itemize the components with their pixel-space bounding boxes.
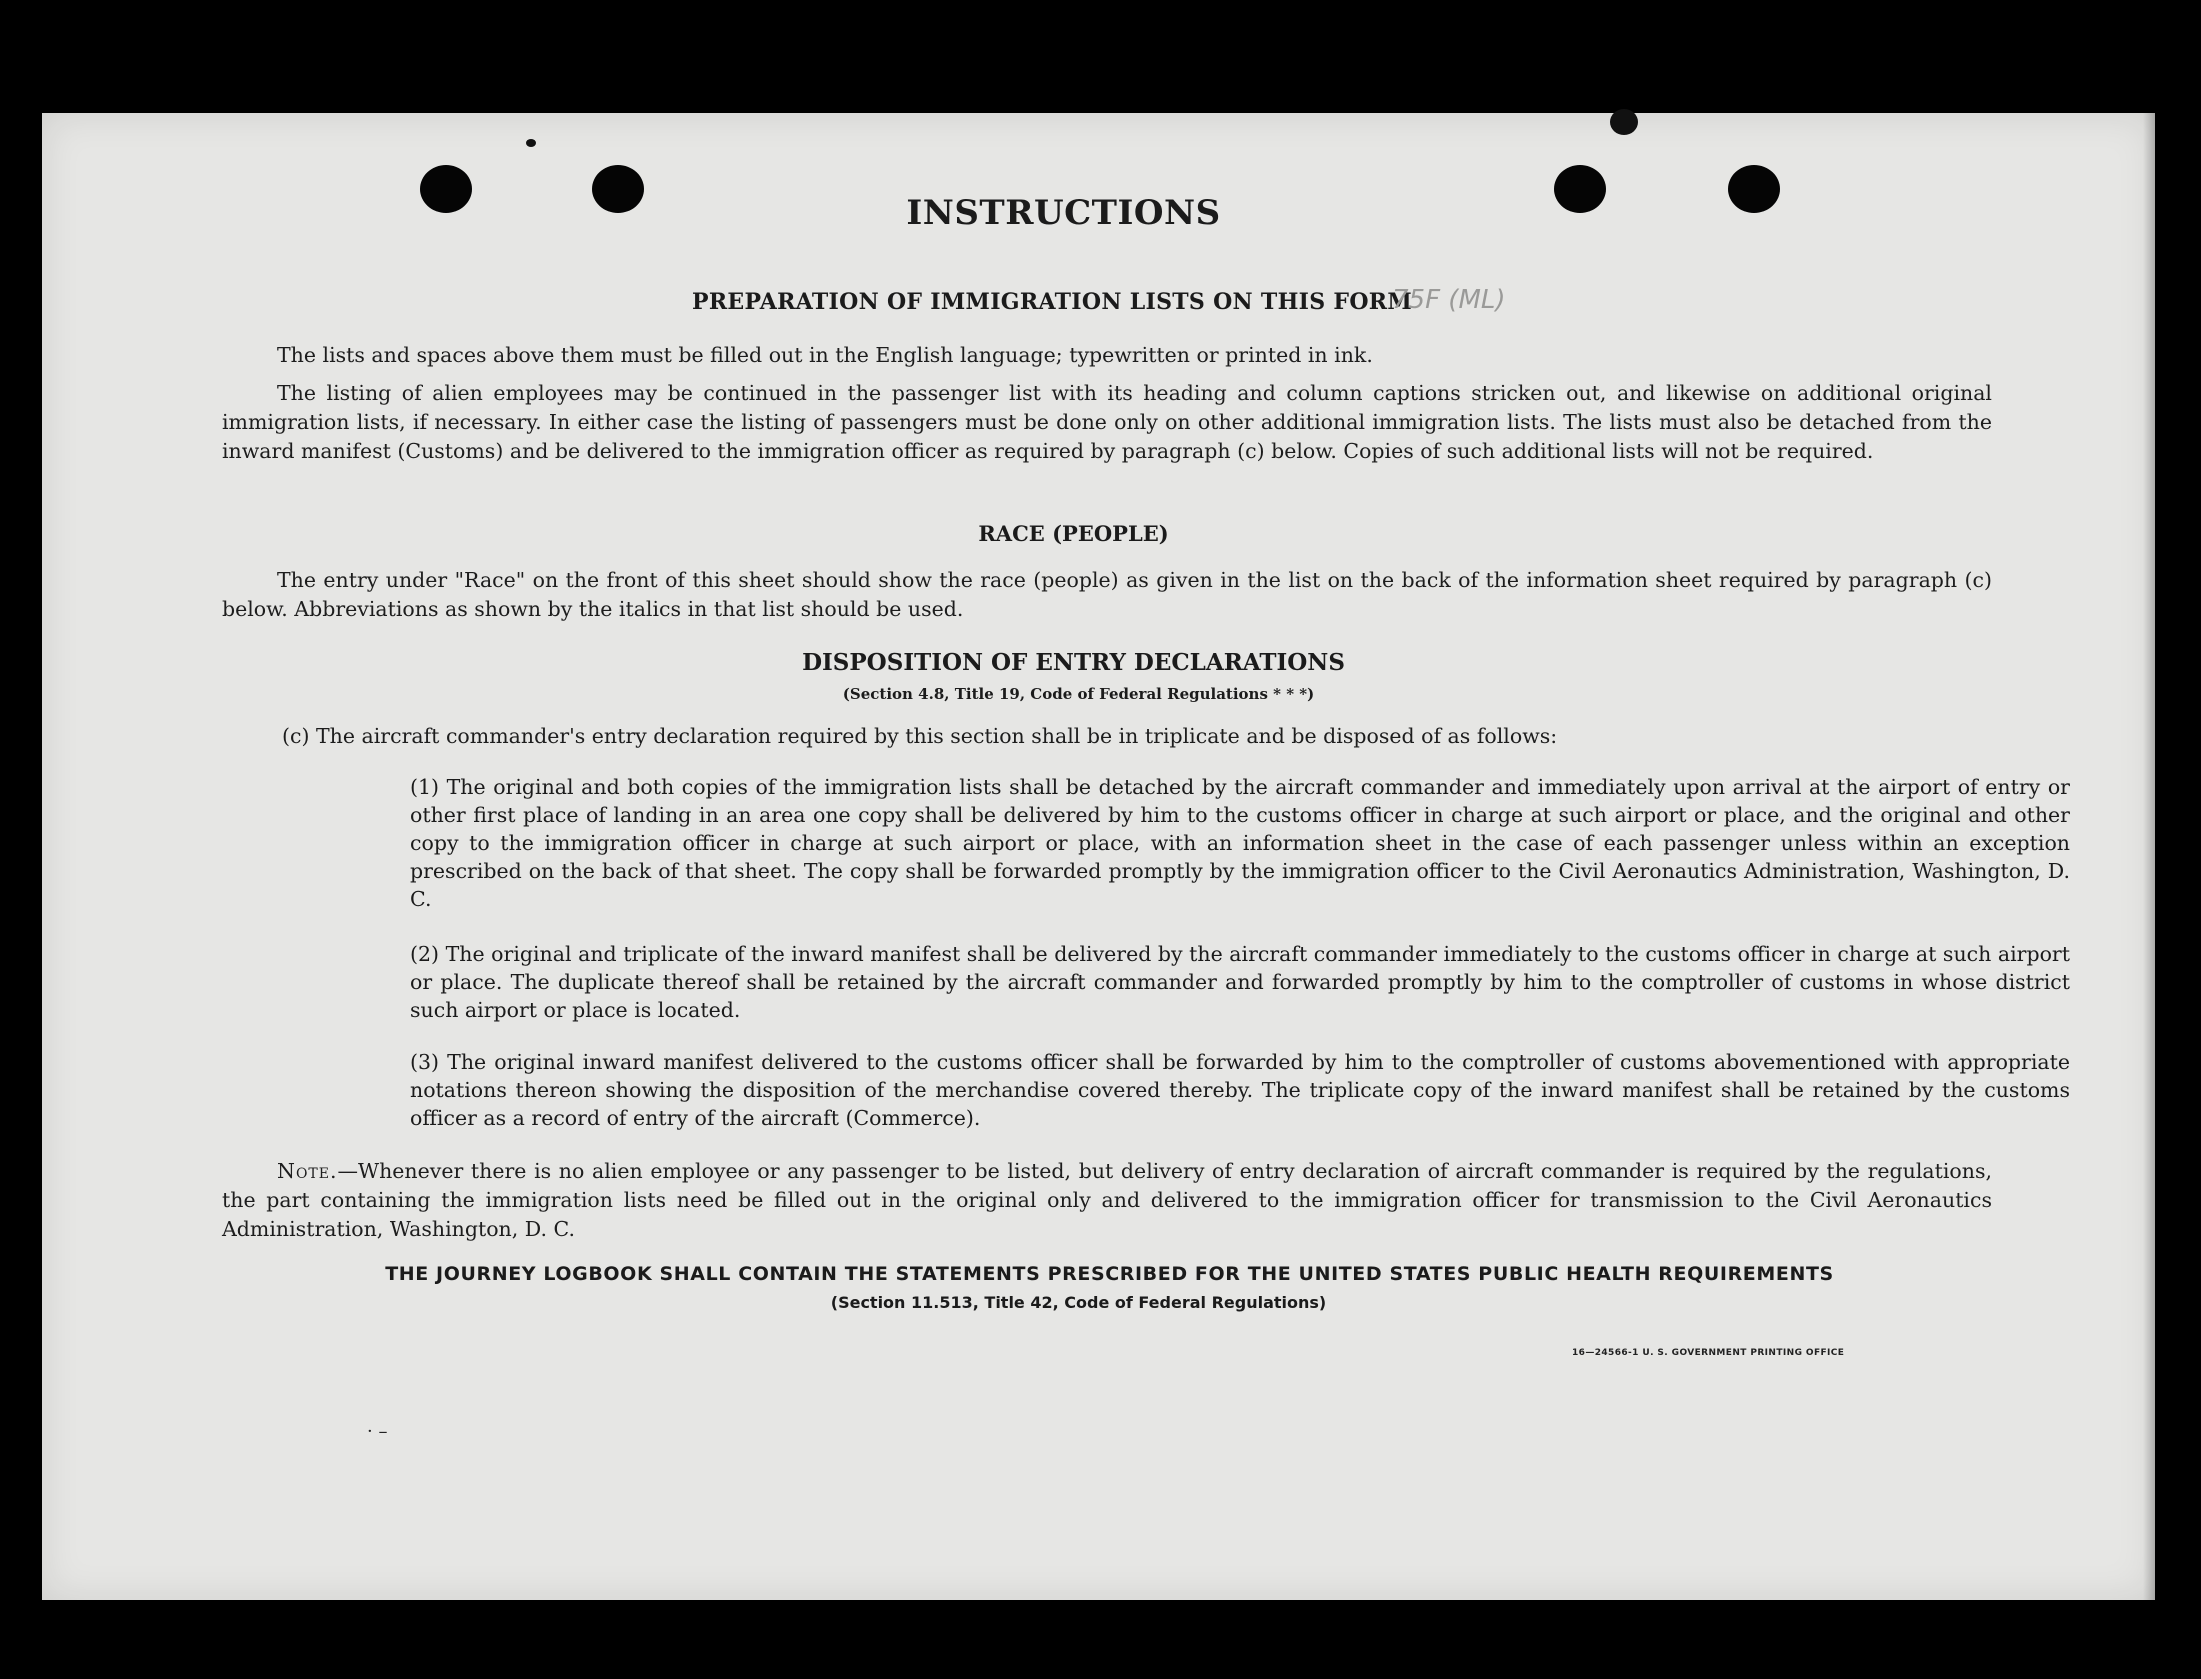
list-item-text: The original and both copies of the immigration lists shall be detached by the aircraft commander and immediately upon arrival at the airport of entry or other first place of landing in an area one copy shall be delivered by him to the customs officer in charge at such airport or place, and the original and other copy to the immigration officer in charge at such airport or place, with an information sheet in the case of each passenger unless within an exception prescribed on the back of that sheet. The copy shall be forwarded promptly by the immigration officer to the Civil Aeronautics Administration, Washington, D. C. [410, 775, 2070, 911]
page-title: INSTRUCTIONS [906, 193, 1221, 233]
disposition-citation: (Section 4.8, Title 19, Code of Federal Regulations * * *) [842, 685, 1315, 703]
ink-speck [526, 139, 536, 147]
paragraph-language: The lists and spaces above them must be filled out in the English language; typewritten or printed in ink. [277, 343, 1373, 367]
logbook-statement: THE JOURNEY LOGBOOK SHALL CONTAIN THE STATEMENTS PRESCRIBED FOR THE UNITED STATES PUBLIC HEALTH REQUIREMENTS [385, 1263, 1834, 1285]
list-item-text: The original inward manifest delivered to the customs officer shall be forwarded by him to the comptroller of customs abovementioned with appropriate notations thereon showing the disposition of the merchandise covered thereby. The triplicate copy of the inward manifest shall be retained by the customs officer as a record of entry of the aircraft (Commerce). [410, 1050, 2070, 1130]
list-item-3 [332, 1048, 2070, 1132]
list-item-number: (2) [410, 942, 440, 966]
handwritten-note: 75F (ML) [1392, 285, 1506, 315]
section-heading-race: RACE (PEOPLE) [978, 521, 1169, 546]
document-page [42, 113, 2155, 1600]
logbook-citation: (Section 11.513, Title 42, Code of Federal Regulations) [830, 1293, 1327, 1312]
note-text: —Whenever there is no alien employee or any passenger to be listed, but delivery of entry declaration of aircraft commander is required by the regulations, the part containing the immigration lists need be filled out in the original only and delivered to the immigration officer for transmission to the Civil Aeronautics Administration, Washington, D. C. [222, 1159, 1992, 1241]
section-heading-disposition: DISPOSITION OF ENTRY DECLARATIONS [802, 649, 1345, 676]
paragraph-race: The entry under "Race" on the front of this sheet should show the race (people) as given in the list on the back of the information sheet required by paragraph (c) below. Abbreviations as shown by the italics in that list should be used. [222, 568, 1992, 621]
paragraph-note [222, 1157, 1992, 1244]
page-edge-shadow [2143, 113, 2157, 1600]
list-item-text: The original and triplicate of the inward manifest shall be delivered by the aircraft commander immediately to the customs officer in charge at such airport or place. The duplicate thereof shall be retained by the aircraft commander and forwarded promptly by him to the comptroller of customs in whose district such airport or place is located. [410, 942, 2070, 1022]
note-label: Note. [277, 1159, 338, 1183]
printing-office-imprint: 16—24566-1 U. S. GOVERNMENT PRINTING OFFICE [1572, 1348, 1845, 1358]
ink-speck [1610, 109, 1638, 135]
clause-c: (c) The aircraft commander's entry declaration required by this section shall be in triplicate and be disposed of as follows: [282, 724, 1558, 748]
section-heading-preparation: PREPARATION OF IMMIGRATION LISTS ON THIS FORM [692, 289, 1413, 315]
list-item-2 [332, 940, 2070, 1024]
paragraph-alien-employees: The listing of alien employees may be continued in the passenger list with its heading and column captions stricken out, and likewise on additional original immigration lists, if necessary. In either case the listing of passengers must be done only on other additional immigration lists. The lists must also be detached from the inward manifest (Customs) and be delivered to the immigration officer as required by paragraph (c) below. Copies of such additional lists will not be required. [222, 381, 1992, 463]
list-item-number: (1) [410, 775, 440, 799]
list-item-1 [332, 773, 2070, 913]
list-item-number: (3) [410, 1050, 440, 1074]
ink-smudge: · – [367, 1421, 388, 1442]
